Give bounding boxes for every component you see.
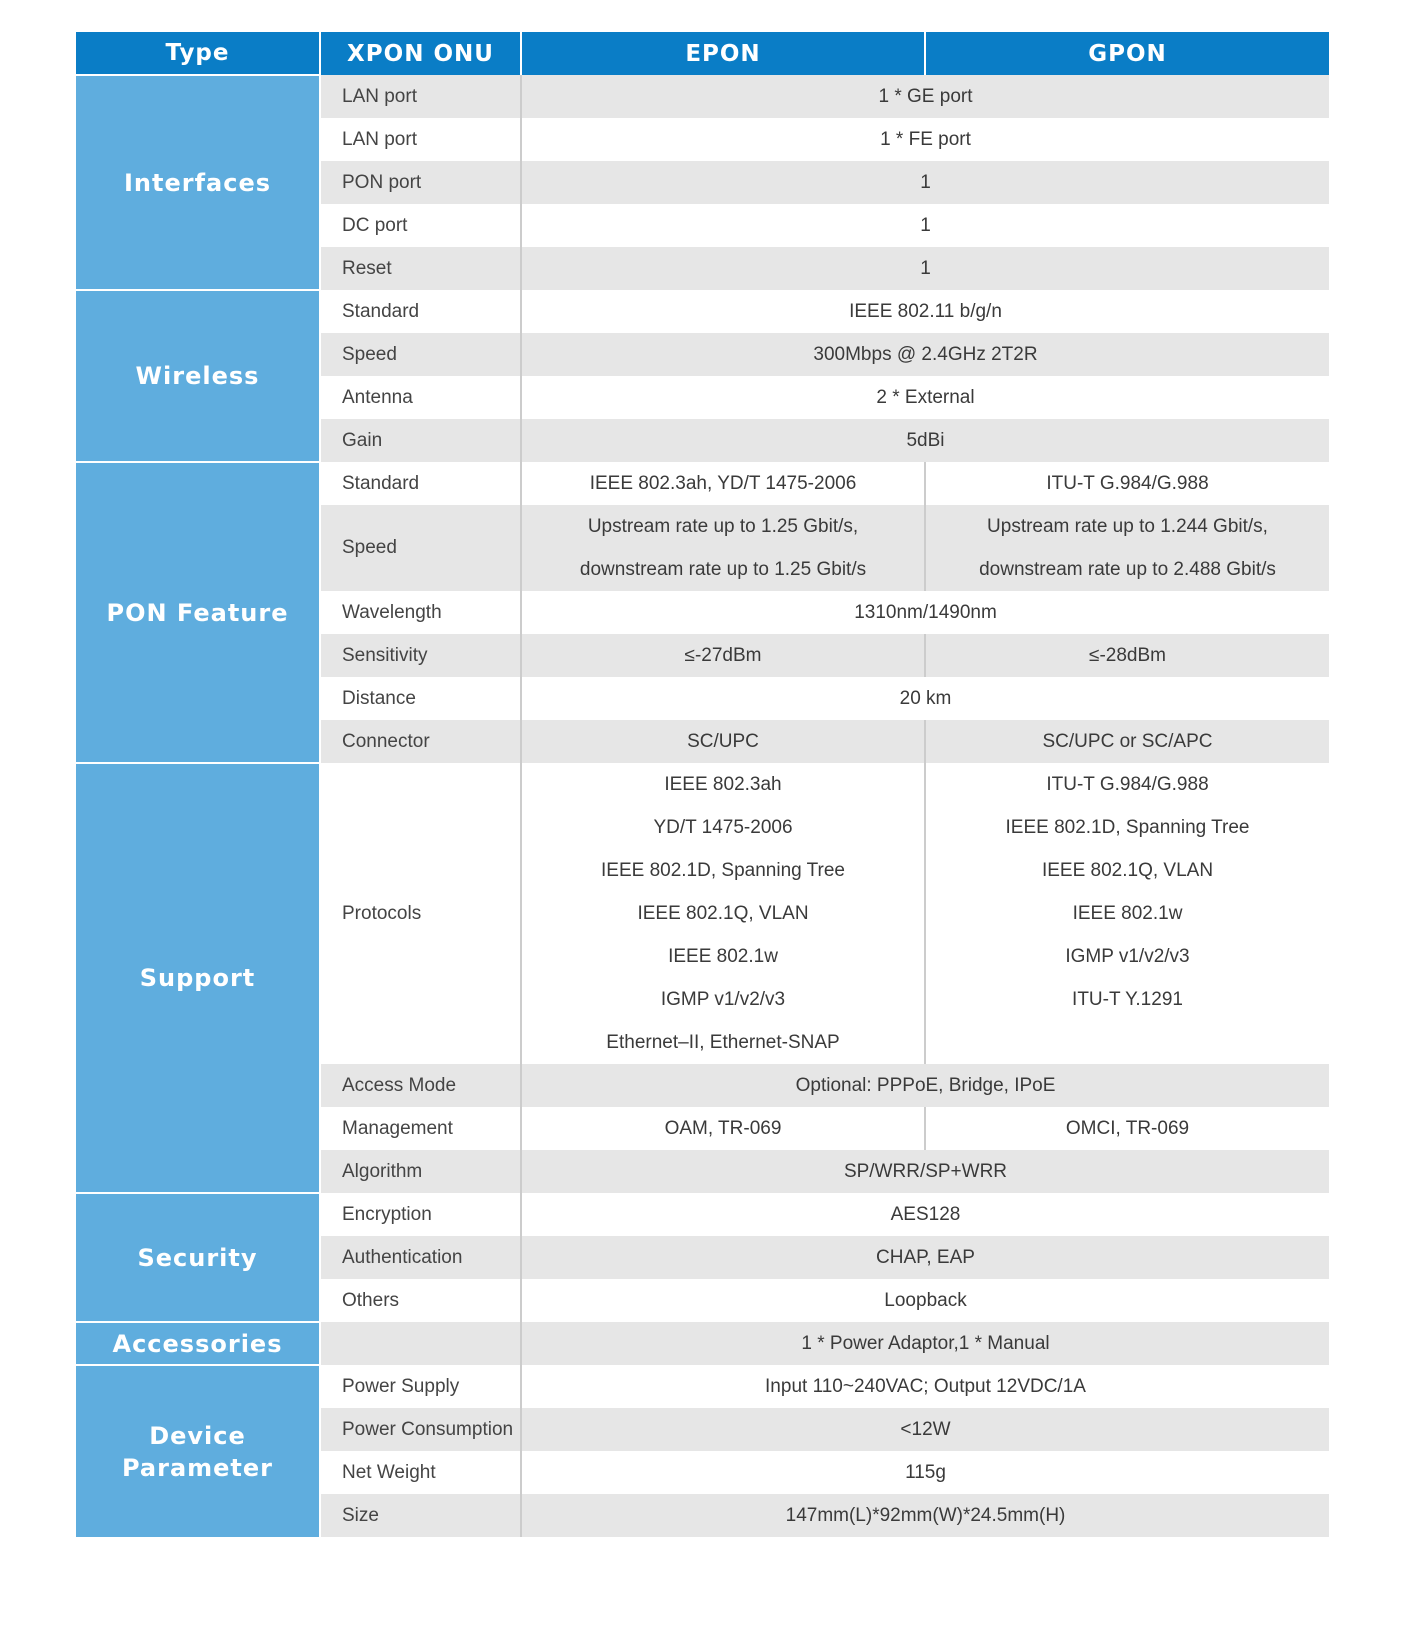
row-value: 1310nm/1490nm [854, 601, 997, 623]
protocol-item: IEEE 802.1Q, VLAN [637, 903, 809, 924]
epon-value: OAM, TR-069 [521, 1107, 925, 1150]
gpon-value [925, 505, 1329, 591]
row-label: Gain [320, 419, 521, 462]
row-label: Antenna [320, 376, 521, 419]
group-pon-feature: PON Feature [76, 462, 320, 763]
row-label: Power Supply [320, 1365, 521, 1408]
gpon-speed-line: downstream rate up to 2.488 Gbit/s [979, 559, 1276, 580]
row-value: 115g [905, 1461, 946, 1483]
row-label: LAN port [320, 75, 521, 118]
protocol-item: IEEE 802.1Q, VLAN [1041, 860, 1214, 881]
row-value: 20 km [899, 687, 952, 709]
row-value: CHAP, EAP [521, 1236, 1329, 1279]
gpon-value: OMCI, TR-069 [1065, 1117, 1190, 1139]
row-value: 1 [521, 247, 1329, 290]
protocol-item: YD/T 1475-2006 [653, 817, 793, 838]
row-value: 5dBi [521, 419, 1329, 462]
header-gpon: GPON [925, 32, 1329, 75]
row-value: Loopback [884, 1289, 967, 1311]
row-value: 1 * GE port [521, 75, 1329, 118]
row-value: SP/WRR/SP+WRR [521, 1150, 1329, 1193]
protocol-item: IEEE 802.1D, Spanning Tree [601, 860, 845, 881]
row-label: Protocols [320, 763, 521, 1064]
spec-table [76, 32, 1329, 1537]
protocol-item: IGMP v1/v2/v3 [660, 989, 786, 1010]
table-row [76, 1365, 1329, 1408]
row-label: Encryption [320, 1193, 521, 1236]
row-value: IEEE 802.11 b/g/n [849, 300, 1002, 322]
gpon-speed-line: Upstream rate up to 1.244 Gbit/s, [987, 516, 1268, 537]
group-wireless: Wireless [76, 290, 320, 462]
row-value: 1 [920, 214, 931, 236]
row-value: 1 [521, 161, 1329, 204]
row-value: 1 * FE port [880, 128, 971, 150]
row-label: Standard [320, 462, 521, 505]
protocol-item: IEEE 802.1w [1072, 903, 1183, 924]
row-label: Authentication [320, 1236, 521, 1279]
row-label: PON port [320, 161, 521, 204]
header-type: Type [76, 32, 320, 75]
epon-value: IEEE 802.3ah, YD/T 1475-2006 [521, 462, 925, 505]
row-label: Access Mode [320, 1064, 521, 1107]
epon-value [521, 505, 925, 591]
row-value: Optional: PPPoE, Bridge, IPoE [521, 1064, 1329, 1107]
row-label [320, 1322, 521, 1365]
group-device-parameter-line: Parameter [121, 1453, 274, 1482]
row-value: 2 * External [876, 386, 975, 408]
header-row [76, 32, 1329, 75]
row-label: Speed [320, 505, 521, 591]
row-label: Connector [320, 720, 521, 763]
row-label: Sensitivity [320, 634, 521, 677]
row-label: Size [320, 1494, 521, 1537]
epon-speed-line: Upstream rate up to 1.25 Gbit/s, [587, 516, 859, 537]
gpon-value: SC/UPC or SC/APC [925, 720, 1329, 763]
row-label: DC port [320, 204, 521, 247]
protocol-item: IEEE 802.3ah [664, 774, 782, 795]
protocol-item: IEEE 802.1D, Spanning Tree [1005, 817, 1250, 838]
header-xpon-onu: XPON ONU [320, 32, 521, 75]
protocol-item: ITU-T Y.1291 [1072, 989, 1183, 1010]
epon-value: ≤-27dBm [521, 634, 925, 677]
row-label: Algorithm [320, 1150, 521, 1193]
row-label: Management [320, 1107, 521, 1150]
row-label: Reset [320, 247, 521, 290]
row-label: LAN port [320, 118, 521, 161]
table-row [76, 1193, 1329, 1236]
epon-value: SC/UPC [521, 720, 925, 763]
protocol-item: IGMP v1/v2/v3 [1065, 946, 1190, 967]
row-label: Others [320, 1279, 521, 1322]
row-label: Net Weight [320, 1451, 521, 1494]
row-label: Wavelength [320, 591, 521, 634]
gpon-value: ≤-28dBm [925, 634, 1329, 677]
row-value: 1 * Power Adaptor,1 * Manual [521, 1322, 1329, 1365]
gpon-protocols [925, 763, 1329, 1064]
row-value: AES128 [890, 1203, 961, 1225]
group-device-parameter [76, 1365, 320, 1537]
row-value: Input 110~240VAC; Output 12VDC/1A [765, 1375, 1086, 1397]
row-label: Distance [320, 677, 521, 720]
table-row [76, 462, 1329, 505]
protocol-item: Ethernet–II, Ethernet-SNAP [606, 1032, 840, 1053]
group-device-parameter-line: Device [149, 1421, 246, 1450]
epon-protocols [521, 763, 925, 1064]
protocol-item: ITU-T G.984/G.988 [1046, 774, 1209, 795]
group-interfaces: Interfaces [76, 75, 320, 290]
group-security: Security [76, 1193, 320, 1322]
table-row [76, 290, 1329, 333]
row-value: <12W [521, 1408, 1329, 1451]
group-support: Support [76, 763, 320, 1193]
row-value: 147mm(L)*92mm(W)*24.5mm(H) [521, 1494, 1329, 1537]
row-label: Standard [320, 290, 521, 333]
table-row [76, 1322, 1329, 1365]
row-value: 300Mbps @ 2.4GHz 2T2R [521, 333, 1329, 376]
header-epon: EPON [521, 32, 925, 75]
row-label: Power Consumption [320, 1408, 521, 1451]
epon-speed-line: downstream rate up to 1.25 Gbit/s [579, 559, 867, 580]
table-row [76, 75, 1329, 118]
gpon-value: ITU-T G.984/G.988 [1046, 472, 1209, 494]
protocol-item: IEEE 802.1w [668, 946, 778, 967]
row-label: Speed [320, 333, 521, 376]
group-accessories: Accessories [76, 1322, 320, 1365]
table-row [76, 763, 1329, 1064]
